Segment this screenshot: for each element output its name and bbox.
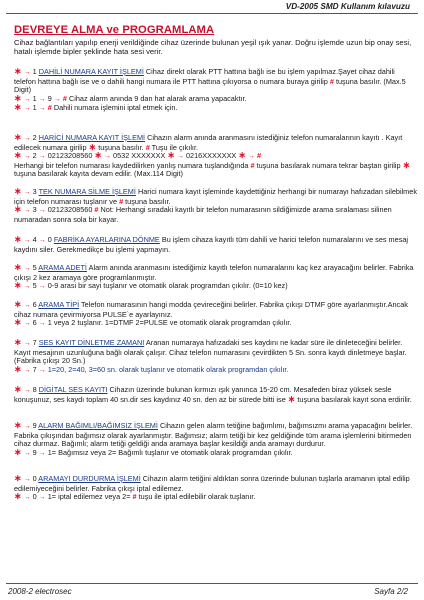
hash-key-icon: # bbox=[119, 196, 124, 206]
code-digit: 9 bbox=[32, 447, 37, 457]
phone-number: 02123208560 bbox=[47, 151, 93, 161]
code-digit: 2 bbox=[32, 151, 37, 161]
star-key-icon: ∗ bbox=[238, 150, 246, 161]
arrow-icon: → bbox=[23, 207, 31, 215]
star-key-icon: ∗ bbox=[14, 363, 22, 374]
arrow-icon: → bbox=[176, 153, 184, 161]
section-text: Cihazın üzerinde bulunan kırmızı ışık yanınca 15-20 cm. Mesafeden biraz yüksek sesle konuşunuz, ses kaydı toplam 40 sn.dir ses kaydınız 40 sn. den az bir sürede bitti ise bbox=[14, 385, 392, 404]
star-key-icon: ∗ bbox=[14, 491, 22, 502]
hash-key-icon: # bbox=[145, 142, 150, 152]
star-key-icon: ∗ bbox=[14, 150, 22, 161]
section-text: tuşuna basılır. bbox=[125, 196, 171, 206]
arrow-icon: → bbox=[23, 476, 31, 483]
code-digit: 1 bbox=[32, 103, 37, 113]
footer-company: 2008-2 electrosec bbox=[8, 587, 72, 596]
section-heading: ARAMA ADETİ bbox=[38, 263, 87, 272]
section-number: 5 bbox=[32, 263, 37, 272]
section-text: tuşuna basılarak numara tekrar baştan girilip bbox=[256, 160, 401, 170]
star-key-icon: ∗ bbox=[14, 384, 22, 394]
code-digit: 0 bbox=[32, 492, 37, 502]
star-key-icon: ∗ bbox=[287, 393, 296, 404]
code-digit: 9 bbox=[47, 93, 52, 103]
star-key-icon: ∗ bbox=[14, 299, 22, 309]
arrow-icon: → bbox=[38, 153, 46, 161]
section-text: Cihazın gelen alarm tetiğine bağımlımı, bağımsızmı arama yapacağını belirler. Fabrika çıkışından bağımsız olarak ayarlanmıştır. Bağımsız; alarm tetiği bir kez geldiğinde tüm arama işlemlerini bitirmeden cihaz durmaz. Bağımlı; alarm tetiği geldiği anda aramaya başlar kesildiği anda aramayı durdurur. bbox=[14, 421, 413, 449]
arrow-icon: → bbox=[23, 265, 31, 272]
star-key-icon: ∗ bbox=[14, 446, 22, 457]
section-dial-type bbox=[14, 301, 418, 329]
section-delete-number bbox=[14, 188, 418, 224]
section-text: Harici numara kayıt işleminde kaydettiğiniz herhangi bir numarayı hafızadan silebilmek için telefon numarası tuşlanır ve bbox=[14, 187, 417, 206]
arrow-icon: → bbox=[103, 153, 111, 161]
section-number: 0 bbox=[32, 474, 37, 483]
footer-divider bbox=[6, 583, 418, 584]
arrow-icon: → bbox=[38, 105, 46, 113]
arrow-icon: → bbox=[23, 320, 31, 328]
section-number: 8 bbox=[32, 385, 37, 394]
header-divider bbox=[6, 13, 418, 14]
star-key-icon: ∗ bbox=[94, 150, 102, 161]
hash-key-icon: # bbox=[47, 103, 52, 113]
section-heading: TEK NUMARA SİLME İŞLEMİ bbox=[38, 187, 136, 196]
arrow-icon: → bbox=[38, 449, 46, 457]
section-heading: ALARM BAĞIMLI/BAĞIMSIZ İŞLEMİ bbox=[38, 421, 158, 430]
arrow-icon: → bbox=[38, 237, 46, 244]
hash-key-icon: # bbox=[132, 492, 137, 502]
arrow-icon: → bbox=[38, 283, 46, 291]
star-key-icon: ∗ bbox=[14, 102, 22, 113]
arrow-icon: → bbox=[23, 387, 31, 394]
arrow-icon: → bbox=[23, 105, 31, 113]
section-heading: ARAMA TİPİ bbox=[38, 300, 80, 309]
section-text: tuşuna basılarak kayıta devam edilir. (Max.114 Digit) bbox=[14, 169, 183, 179]
section-heading: FABRİKA AYARLARINA DÖNME bbox=[53, 235, 160, 244]
arrow-icon: → bbox=[38, 494, 46, 502]
code-note: tuşu ile iptal edilebilir olarak tuşlanır. bbox=[138, 492, 256, 502]
star-key-icon: ∗ bbox=[14, 473, 22, 483]
hash-key-icon: # bbox=[94, 205, 99, 215]
section-number: 0 bbox=[47, 235, 52, 244]
section-text: Cihazın alarm tetiğini aldıktan sonra üzerinde bulunan tuşlarla aramanın iptal edilip edilemiyeceğini belirler. Fabrika çıkışı iptal edilemez. bbox=[14, 474, 410, 493]
section-call-count bbox=[14, 264, 418, 292]
phone-number: 02123208560 bbox=[47, 205, 93, 215]
section-alarm-dependency bbox=[14, 422, 418, 458]
code-digit: 7 bbox=[32, 364, 37, 374]
section-number: 3 bbox=[32, 187, 37, 196]
document-header-title: VD-2005 SMD Kullanım kılavuzu bbox=[285, 2, 410, 11]
section-text: Cihaz direkt olarak PTT hattına bağlı ise bu işlem yapılmaz.Şayet cihaz dahili telefon hattına bağlı ise ve o dahili hangi numara ile PTT hattına çıkıyorsa o numara buraya girilip bbox=[14, 67, 395, 86]
code-note: 1= Bağımsız veya 2= Bağımlı tuşlanır ve otomatik olarak programdan çıkılır. bbox=[47, 447, 293, 457]
arrow-icon: → bbox=[23, 449, 31, 457]
phone-number: 0532 XXXXXXX bbox=[113, 151, 166, 161]
section-number: 7 bbox=[32, 338, 37, 347]
code-note: 0-9 arasi bir sayi tuşlanır ve otomatik olarak programdan çıkılır. (0=10 kez) bbox=[47, 281, 288, 291]
arrow-icon: → bbox=[23, 366, 31, 374]
phone-number: 0216XXXXXXX bbox=[186, 151, 237, 161]
section-text: tuşuna basılır. (Max.5 Digit) bbox=[14, 76, 406, 95]
section-heading: HARİCİ NUMARA KAYIT İŞLEMİ bbox=[38, 133, 146, 142]
hash-key-icon: # bbox=[62, 93, 67, 103]
arrow-icon: → bbox=[23, 423, 31, 430]
star-key-icon: ∗ bbox=[14, 234, 22, 244]
section-internal-number bbox=[14, 68, 418, 114]
code-note: Dahili numara işlemini iptal etmek için. bbox=[53, 103, 178, 113]
star-key-icon: ∗ bbox=[14, 337, 22, 347]
arrow-icon: → bbox=[23, 135, 31, 142]
section-heading: ARAMAYI DURDURMA İŞLEMİ bbox=[38, 474, 141, 483]
code-note: 1= iptal edilemez veya 2= bbox=[47, 492, 131, 502]
star-key-icon: ∗ bbox=[14, 262, 22, 272]
section-heading: DİGİTAL SES KAYITI bbox=[38, 385, 108, 394]
section-text: tuşuna basılır. bbox=[98, 142, 144, 152]
star-key-icon: ∗ bbox=[14, 66, 22, 76]
star-key-icon: ∗ bbox=[14, 280, 22, 291]
arrow-icon: → bbox=[23, 340, 31, 347]
section-factory-reset bbox=[14, 236, 418, 254]
star-key-icon: ∗ bbox=[402, 159, 411, 170]
code-digit: 3 bbox=[32, 205, 37, 215]
section-heading: DAHİLİ NUMARA KAYIT İŞLEMİ bbox=[38, 67, 144, 76]
intro-paragraph: Cihaz bağlantıları yapılıp enerji verildiğinde cihaz üzerinde bulunan yeşil ışık yanar. Doğru işlemde uzun bip onay sesi, hatalı işlemde bipler şeklinde hata sesi verir. bbox=[14, 38, 412, 56]
section-text: Aranan numaraya hafızadaki ses kaydını ne kadar süre ile dinleteceğini belirler. Kayıt mesajının uzunluğuna bağlı olarak çalışır. Cihaz telefon numarasını çevirdikten 5 Sn. sonra kaydı dinletmeye başlar. (Fabrika çıkışı 20 Sn.) bbox=[14, 338, 407, 366]
arrow-icon: → bbox=[23, 237, 31, 244]
section-text: tuşuna basılarak kayıt sona erdirilir. bbox=[297, 394, 412, 404]
section-text: Tuşu ile çıkılır. bbox=[151, 142, 199, 152]
section-text: Herhangi bir telefon numarası kaydedilirken yanlış numara tuşlandığında bbox=[14, 160, 249, 170]
arrow-icon: → bbox=[23, 189, 31, 196]
hash-key-icon: # bbox=[256, 151, 262, 161]
arrow-icon: → bbox=[23, 69, 31, 76]
star-key-icon: ∗ bbox=[88, 141, 97, 152]
star-key-icon: ∗ bbox=[14, 420, 22, 430]
arrow-icon: → bbox=[23, 302, 31, 309]
code-note: Cihaz alarm anında 9 dan hat alarak arama yapacaktır. bbox=[68, 93, 247, 103]
arrow-icon: → bbox=[247, 153, 255, 161]
section-external-number bbox=[14, 134, 418, 179]
code-note: 1 veya 2 tuşlanır. 1=DTMF 2=PULSE ve otomatik olarak programdan çıkılır. bbox=[47, 318, 292, 328]
arrow-icon: → bbox=[38, 320, 46, 328]
section-number: 6 bbox=[32, 300, 37, 309]
section-number: 1 bbox=[32, 67, 37, 76]
section-number: 2 bbox=[32, 133, 37, 142]
star-key-icon: ∗ bbox=[14, 317, 22, 328]
hash-key-icon: # bbox=[329, 76, 334, 86]
section-stop-calling bbox=[14, 475, 418, 503]
section-text: Bu işlem cihaza kayıtlı tüm dahili ve harici telefon numaralarını ve ses mesaj kaydını siler. Gerekmedikçe bu işlemi yapmayın. bbox=[14, 235, 409, 254]
arrow-icon: → bbox=[38, 366, 46, 374]
arrow-icon: → bbox=[38, 95, 46, 103]
section-number: 9 bbox=[32, 421, 37, 430]
arrow-icon: → bbox=[23, 95, 31, 103]
arrow-icon: → bbox=[38, 207, 46, 215]
star-key-icon: ∗ bbox=[14, 204, 22, 215]
section-number: 4 bbox=[32, 235, 37, 244]
section-text: Cihazın alarm anında aranmasını istediğiniz telefon numaralarının kayıtı . Kayıt edilecek numara girilip bbox=[14, 133, 403, 152]
footer-page-number: Sayfa 2/2 bbox=[374, 587, 408, 596]
code-digit: 6 bbox=[32, 318, 37, 328]
section-text: Telefon numarasının hangi modda çevireceğini belirler. Fabrika çıkışı DTMF göre ayarlanmıştır.Ancak cihaz numara çevirmiyorsa PULSE`e ayarlayınız. bbox=[14, 300, 408, 319]
section-playback-time bbox=[14, 339, 418, 375]
star-key-icon: ∗ bbox=[167, 150, 175, 161]
star-key-icon: ∗ bbox=[14, 186, 22, 196]
arrow-icon: → bbox=[23, 494, 31, 502]
code-note: 1=20, 2=40, 3=60 sn. olarak tuşlanır ve otomatik olarak programdan çıkılır. bbox=[47, 364, 289, 374]
section-text: Alarm anında aranmasını istediğimiz kayıtlı telefon numaralarını kaç kez arayacağını belirler. Fabrika çıkışı 2 kez aramaya göre programlanmıştır. bbox=[14, 263, 414, 282]
arrow-icon: → bbox=[53, 95, 61, 103]
section-text: Not: Herhangi sıradaki kayıtlı bir telefon numarasının sildiğimizde arama sıralaması silinen numaradan sonra sola bir kayar. bbox=[14, 205, 392, 224]
arrow-icon: → bbox=[23, 283, 31, 291]
code-digit: 5 bbox=[32, 281, 37, 291]
code-digit: 1 bbox=[32, 93, 37, 103]
star-key-icon: ∗ bbox=[14, 132, 22, 142]
page-title: DEVREYE ALMA ve PROGRAMLAMA bbox=[14, 24, 215, 36]
section-voice-record bbox=[14, 386, 418, 404]
hash-key-icon: # bbox=[250, 160, 255, 170]
section-heading: SES KAYIT DİNLETME ZAMANI bbox=[38, 338, 145, 347]
star-key-icon: ∗ bbox=[14, 92, 22, 103]
arrow-icon: → bbox=[23, 153, 31, 161]
